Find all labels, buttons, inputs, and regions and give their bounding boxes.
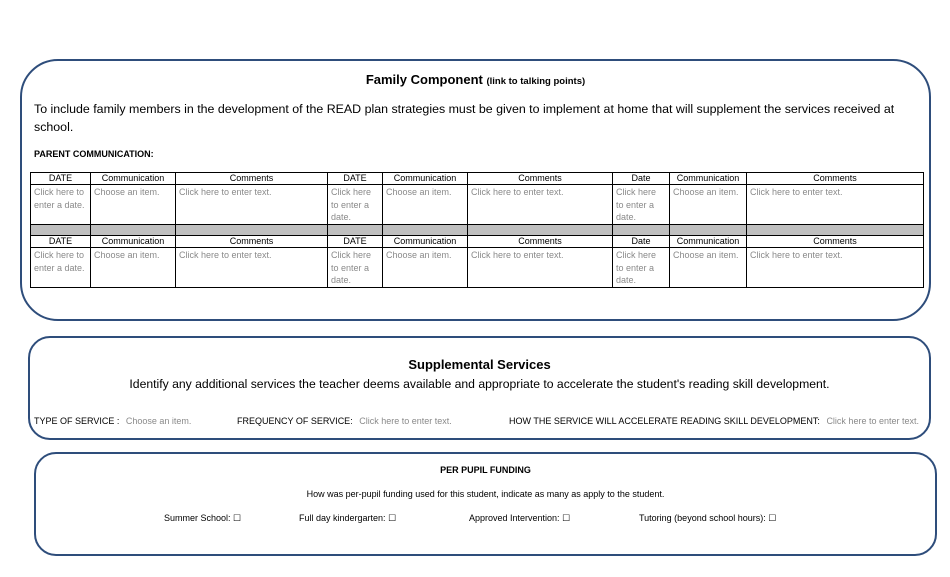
header-communication: Communication [670, 236, 747, 248]
comments-field[interactable]: Click here to enter text. [747, 185, 924, 225]
comments-field[interactable]: Click here to enter text. [176, 248, 328, 288]
header-date: Date [613, 236, 670, 248]
communication-dropdown[interactable]: Choose an item. [91, 248, 176, 288]
header-comments: Comments [747, 173, 924, 185]
parent-communication-table [30, 172, 924, 288]
family-title [22, 72, 929, 87]
funding-title: PER PUPIL FUNDING [440, 465, 531, 475]
date-picker[interactable]: Click here to enter a date. [613, 248, 670, 288]
communication-dropdown[interactable]: Choose an item. [91, 185, 176, 225]
approved-intervention-label: Approved Intervention: [469, 513, 560, 523]
comments-field[interactable]: Click here to enter text. [468, 248, 613, 288]
header-communication: Communication [91, 236, 176, 248]
header-comments: Comments [176, 173, 328, 185]
summer-school-checkbox[interactable]: ☐ [233, 513, 242, 523]
frequency-label: FREQUENCY OF SERVICE: [237, 416, 353, 426]
parent-communication-label: PARENT COMMUNICATION: [34, 149, 154, 159]
supplemental-subtitle: Identify any additional services the teacher deems available and appropriate to accelerate the student's reading skill development. [129, 377, 830, 391]
talking-points-link[interactable]: (link to talking points) [486, 76, 586, 87]
header-communication: Communication [383, 173, 468, 185]
date-picker[interactable]: Click here to enter a date. [328, 248, 383, 288]
date-picker[interactable]: Click here to enter a date. [31, 185, 91, 225]
type-of-service [34, 416, 191, 426]
communication-dropdown[interactable]: Choose an item. [383, 185, 468, 225]
family-title-text: Family Component [365, 72, 483, 87]
supplemental-title: Supplemental Services [408, 357, 551, 372]
approved-intervention-checkbox[interactable]: ☐ [562, 513, 571, 523]
comments-field[interactable]: Click here to enter text. [468, 185, 613, 225]
table-row [31, 248, 924, 288]
header-communication: Communication [670, 173, 747, 185]
table-header-row [31, 236, 924, 248]
header-comments: Comments [468, 236, 613, 248]
comments-field[interactable]: Click here to enter text. [747, 248, 924, 288]
header-comments: Comments [176, 236, 328, 248]
approved-intervention-option [469, 513, 570, 524]
full-day-kindergarten-label: Full day kindergarten: [299, 513, 386, 523]
tutoring-option [639, 513, 776, 524]
frequency-field[interactable]: Click here to enter text. [359, 416, 452, 426]
funding-subtitle: How was per-pupil funding used for this student, indicate as many as apply to the student. [306, 489, 665, 499]
date-picker[interactable]: Click here to enter a date. [613, 185, 670, 225]
tutoring-label: Tutoring (beyond school hours): [639, 513, 766, 523]
date-picker[interactable]: Click here to enter a date. [31, 248, 91, 288]
how-service-field[interactable]: Click here to enter text. [826, 416, 919, 426]
header-date: DATE [328, 173, 383, 185]
tutoring-checkbox[interactable]: ☐ [768, 513, 777, 523]
separator-row [31, 225, 924, 236]
header-comments: Comments [468, 173, 613, 185]
communication-dropdown[interactable]: Choose an item. [670, 248, 747, 288]
how-service-accelerates [509, 416, 919, 426]
full-day-kindergarten-option [299, 513, 396, 524]
family-component-panel [20, 59, 931, 321]
header-communication: Communication [91, 173, 176, 185]
header-date: DATE [31, 173, 91, 185]
date-picker[interactable]: Click here to enter a date. [328, 185, 383, 225]
communication-dropdown[interactable]: Choose an item. [670, 185, 747, 225]
table-row [31, 185, 924, 225]
header-communication: Communication [383, 236, 468, 248]
table-header-row [31, 173, 924, 185]
family-intro: To include family members in the development of the READ plan strategies must be given to implement at home that will supplement the services received at school. [34, 102, 895, 134]
full-day-kindergarten-checkbox[interactable]: ☐ [388, 513, 397, 523]
frequency-of-service [237, 416, 452, 426]
summer-school-label: Summer School: [164, 513, 231, 523]
summer-school-option [164, 513, 241, 524]
header-date: Date [613, 173, 670, 185]
type-of-service-label: TYPE OF SERVICE : [34, 416, 120, 426]
header-date: DATE [328, 236, 383, 248]
per-pupil-funding-panel [34, 452, 937, 556]
supplemental-services-panel [28, 336, 931, 440]
header-comments: Comments [747, 236, 924, 248]
header-date: DATE [31, 236, 91, 248]
comments-field[interactable]: Click here to enter text. [176, 185, 328, 225]
how-service-label: HOW THE SERVICE WILL ACCELERATE READING SKILL DEVELOPMENT: [509, 416, 820, 426]
communication-dropdown[interactable]: Choose an item. [383, 248, 468, 288]
type-of-service-dropdown[interactable]: Choose an item. [125, 416, 192, 426]
